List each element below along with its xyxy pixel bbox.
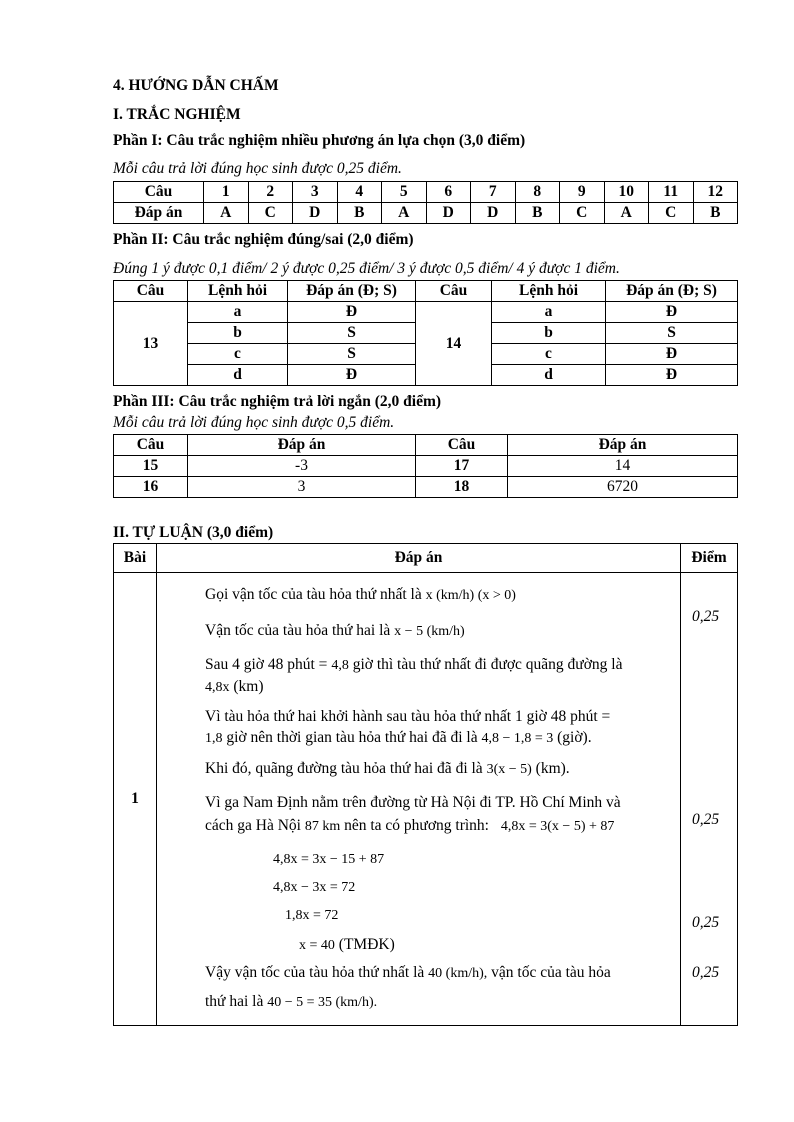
answer-cell: B (693, 203, 738, 224)
answer-cell: A (204, 203, 249, 224)
section-multiple-choice-heading: I. TRẮC NGHIỆM (113, 106, 241, 123)
question-number: 9 (560, 182, 605, 203)
part2-title: Phần II: Câu trắc nghiệm đúng/sai (2,0 điểm) (113, 231, 414, 248)
item-letter: c (492, 344, 606, 365)
column-header: Điểm (681, 544, 738, 573)
column-header: Đáp án (Đ; S) (288, 281, 416, 302)
question-number: 3 (293, 182, 338, 203)
answer-cell: B (337, 203, 382, 224)
math-expression: 40 − 5 = 35 (km/h). (267, 995, 378, 1010)
item-letter: a (492, 302, 606, 323)
main-heading: 4. HƯỚNG DẪN CHẤM (113, 77, 279, 94)
question-number: 6 (426, 182, 471, 203)
equation-step: x = 40 (299, 938, 335, 953)
column-header: Bài (114, 544, 157, 573)
question-number: 18 (416, 477, 508, 498)
essay-answer-table (113, 543, 738, 1026)
item-letter: b (492, 323, 606, 344)
section-essay-heading: II. TỰ LUẬN (3,0 điểm) (113, 524, 274, 541)
solution-text: Vì tàu hỏa thứ hai khởi hành sau tàu hỏa thứ nhất 1 giờ 48 phút = (205, 708, 611, 725)
column-header: Đáp án (188, 435, 416, 456)
column-header: Câu (114, 281, 188, 302)
item-letter: d (492, 365, 606, 386)
score-value: 0,25 (692, 811, 720, 828)
table-row (114, 302, 738, 323)
table-row (114, 182, 738, 203)
column-header: Câu (416, 435, 508, 456)
question-number: 4 (337, 182, 382, 203)
column-header: Đáp án (508, 435, 738, 456)
equation-step: 4,8x − 3x = 72 (273, 880, 356, 895)
answer-cell: C (248, 203, 293, 224)
solution-text: (km). (535, 760, 570, 777)
part3-answer-table (113, 434, 738, 498)
answer-cell: 3 (188, 477, 416, 498)
answer-cell: S (288, 323, 416, 344)
solution-text: giờ nên thời gian tàu hỏa thứ hai đã đi là (226, 729, 478, 746)
solution-text: Gọi vận tốc của tàu hỏa thứ nhất là (205, 586, 422, 603)
solution-text: Vì ga Nam Định nằm trên đường từ Hà Nội đi TP. Hồ Chí Minh và (205, 794, 621, 811)
column-header: Câu (416, 281, 492, 302)
table-row (114, 477, 738, 498)
answer-cell: D (293, 203, 338, 224)
answer-cell: C (560, 203, 605, 224)
problem-number: 1 (114, 573, 157, 1026)
part1-note: Mỗi câu trả lời đúng học sinh được 0,25 điểm. (113, 160, 402, 177)
table-header-row (114, 435, 738, 456)
part3-title: Phần III: Câu trắc nghiệm trả lời ngắn (2,0 điểm) (113, 393, 442, 410)
math-expression: 4,8x (205, 680, 230, 695)
solution-text: Vận tốc của tàu hỏa thứ hai là (205, 622, 391, 639)
solution-text: vận tốc của tàu hỏa (491, 964, 611, 981)
solution-text: (TMĐK) (338, 936, 395, 953)
solution-cell (157, 573, 681, 1026)
column-header: Đáp án (Đ; S) (606, 281, 738, 302)
table-header-row (114, 281, 738, 302)
question-number: 16 (114, 477, 188, 498)
question-number: 1 (204, 182, 249, 203)
solution-text: Khi đó, quãng đường tàu hỏa thứ hai đã đi là (205, 760, 483, 777)
question-number: 8 (515, 182, 560, 203)
equation-step: 1,8x = 72 (285, 908, 339, 923)
solution-text: Vậy vận tốc của tàu hỏa thứ nhất là (205, 964, 425, 981)
score-value: 0,25 (692, 608, 720, 625)
column-header: Câu (114, 435, 188, 456)
answer-cell: Đ (606, 302, 738, 323)
math-expression: 3(x − 5) (486, 762, 532, 777)
answer-cell: 14 (508, 456, 738, 477)
item-letter: b (188, 323, 288, 344)
math-expression: 4,8 (331, 658, 349, 673)
item-letter: c (188, 344, 288, 365)
math-expression: 4,8x = 3(x − 5) + 87 (500, 819, 615, 834)
question-number: 5 (382, 182, 427, 203)
solution-text: (giờ). (557, 729, 592, 746)
part2-note: Đúng 1 ý được 0,1 điểm/ 2 ý được 0,25 điểm/ 3 ý được 0,5 điểm/ 4 ý được 1 điểm. (113, 260, 620, 277)
question-number: 14 (416, 302, 492, 386)
part2-answer-table (113, 280, 738, 386)
part1-title: Phần I: Câu trắc nghiệm nhiều phương án lựa chọn (3,0 điểm) (113, 132, 526, 149)
answer-cell: D (426, 203, 471, 224)
question-number: 10 (604, 182, 649, 203)
answer-cell: Đ (288, 365, 416, 386)
item-letter: d (188, 365, 288, 386)
answer-cell: Đ (606, 365, 738, 386)
equation-step: 4,8x = 3x − 15 + 87 (273, 852, 385, 867)
math-expression: 40 (km/h), (428, 966, 488, 981)
answer-cell: 6720 (508, 477, 738, 498)
solution-text: cách ga Hà Nội (205, 817, 301, 834)
row-label: Đáp án (114, 203, 204, 224)
question-number: 7 (471, 182, 516, 203)
table-row (114, 456, 738, 477)
part3-note: Mỗi câu trả lời đúng học sinh được 0,5 điểm. (113, 414, 395, 431)
column-header: Đáp án (157, 544, 681, 573)
question-number: 15 (114, 456, 188, 477)
solution-text: nên ta có phương trình: (344, 817, 489, 834)
answer-cell: A (604, 203, 649, 224)
row-label: Câu (114, 182, 204, 203)
score-cell (681, 573, 738, 1026)
table-header-row (114, 544, 738, 573)
item-letter: a (188, 302, 288, 323)
column-header: Lệnh hỏi (188, 281, 288, 302)
answer-cell: S (288, 344, 416, 365)
solution-text: (km) (233, 678, 264, 695)
part1-answer-table (113, 181, 738, 224)
answer-cell: D (471, 203, 516, 224)
question-number: 17 (416, 456, 508, 477)
solution-text: giờ thì tàu thứ nhất đi được quãng đường là (352, 656, 623, 673)
question-number: 2 (248, 182, 293, 203)
math-expression: 87 km (304, 819, 341, 834)
answer-cell: Đ (288, 302, 416, 323)
answer-cell: Đ (606, 344, 738, 365)
question-number: 12 (693, 182, 738, 203)
answer-cell: C (649, 203, 694, 224)
solution-text: Sau 4 giờ 48 phút = (205, 656, 328, 673)
table-row (114, 573, 738, 1026)
answer-cell: S (606, 323, 738, 344)
score-value: 0,25 (692, 914, 720, 931)
math-expression: 1,8 (205, 731, 223, 746)
math-expression: x (km/h) (x > 0) (425, 588, 516, 603)
table-row (114, 203, 738, 224)
column-header: Lệnh hỏi (492, 281, 606, 302)
answer-cell: -3 (188, 456, 416, 477)
math-expression: x − 5 (km/h) (394, 624, 465, 639)
answer-cell: B (515, 203, 560, 224)
question-number: 11 (649, 182, 694, 203)
solution-text: thứ hai là (205, 993, 264, 1010)
answer-cell: A (382, 203, 427, 224)
question-number: 13 (114, 302, 188, 386)
math-expression: 4,8 − 1,8 = 3 (481, 731, 554, 746)
score-value: 0,25 (692, 964, 720, 981)
